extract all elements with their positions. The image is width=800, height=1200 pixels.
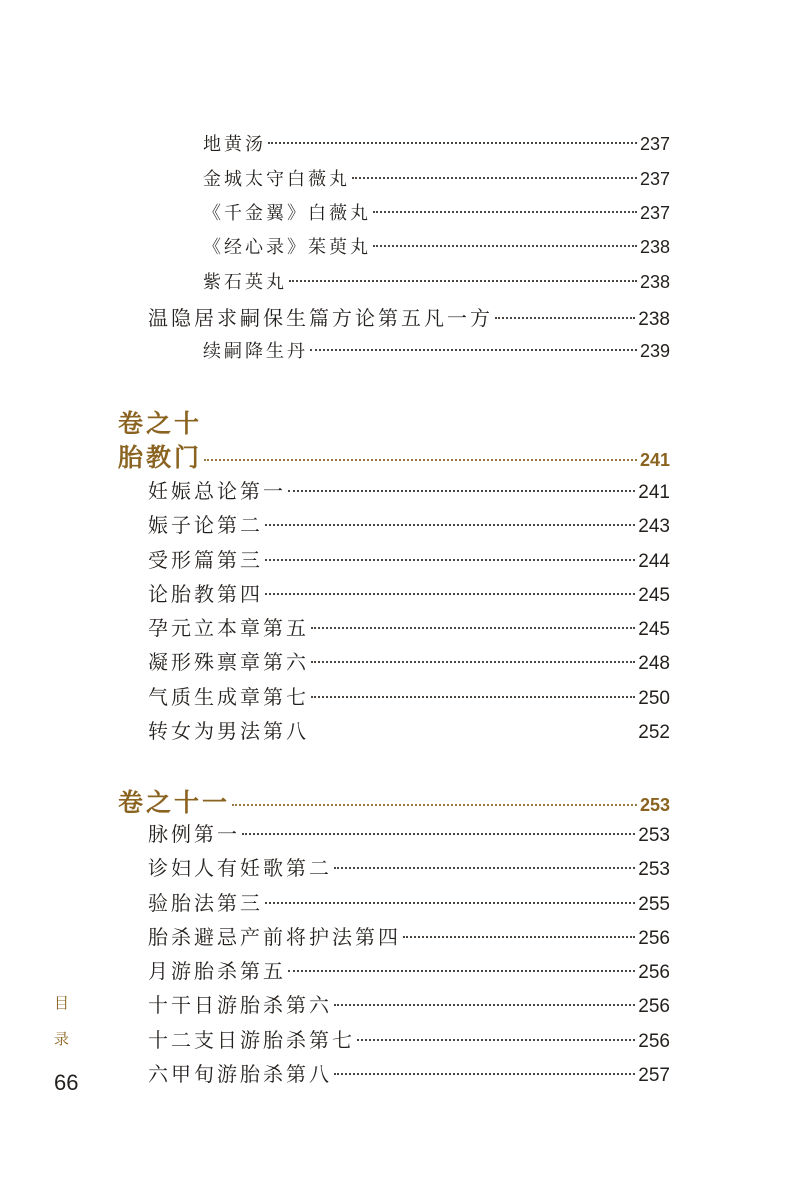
- toc-entry-title: 娠子论第二: [148, 513, 263, 537]
- toc-entry[interactable]: [203, 268, 670, 294]
- toc-entry-title: 验胎法第三: [148, 891, 263, 915]
- toc-entry[interactable]: [148, 852, 670, 881]
- running-head-char: 录: [54, 1030, 70, 1048]
- toc-entry-page: 239: [639, 341, 670, 361]
- dot-leader: [204, 459, 637, 461]
- toc-entry-page: 253: [638, 859, 670, 880]
- toc-entry[interactable]: [203, 165, 670, 191]
- dot-leader: [311, 661, 635, 663]
- dot-leader: [310, 349, 637, 351]
- toc-entry-page: 244: [638, 551, 670, 572]
- toc-entry-page: 241: [638, 482, 670, 503]
- toc-entry-page: 250: [638, 688, 670, 709]
- dot-leader: [311, 730, 635, 732]
- toc-entry[interactable]: [203, 233, 670, 259]
- toc-entry-page: 256: [638, 1031, 670, 1052]
- toc-entry[interactable]: [148, 887, 670, 916]
- toc-entry-title: 地黄汤: [203, 134, 266, 155]
- toc-entry-title: 脉例第一: [148, 822, 240, 846]
- dot-leader: [288, 970, 635, 972]
- toc-entry[interactable]: [148, 612, 670, 641]
- toc-entry-page: 257: [638, 1065, 670, 1086]
- toc-entry-title: 妊娠总论第一: [148, 479, 286, 503]
- toc-entry-page: 256: [638, 962, 670, 983]
- dot-leader: [242, 833, 635, 835]
- toc-entry-page: 238: [639, 272, 670, 292]
- toc-entry-title: 《千金翼》白薇丸: [203, 203, 371, 224]
- toc-entry[interactable]: [148, 646, 670, 675]
- volume-heading: 卷之十: [118, 409, 203, 438]
- toc-entry-title: 续嗣降生丹: [203, 341, 308, 362]
- dot-leader: [373, 211, 637, 213]
- dot-leader: [232, 804, 637, 806]
- toc-entry-title: 温隐居求嗣保生篇方论第五凡一方: [148, 306, 493, 330]
- volume-page: 253: [639, 795, 670, 815]
- dot-leader: [311, 627, 635, 629]
- toc-entry-title: 受形篇第三: [148, 548, 263, 572]
- dot-leader: [373, 245, 637, 247]
- dot-leader: [311, 696, 635, 698]
- toc-entry-title: 《经心录》茱萸丸: [203, 237, 371, 258]
- toc-entry-page: 238: [638, 309, 670, 330]
- toc-entry[interactable]: [148, 544, 670, 573]
- toc-entry[interactable]: [148, 475, 670, 504]
- toc-entry-page: 237: [639, 169, 670, 189]
- toc-entry-title: 论胎教第四: [148, 582, 263, 606]
- running-head-char: 目: [54, 994, 70, 1012]
- toc-entry[interactable]: [148, 989, 670, 1018]
- toc-entry[interactable]: [148, 509, 670, 538]
- toc-entry-title: 诊妇人有妊歌第二: [148, 856, 332, 880]
- toc-entry[interactable]: [203, 130, 670, 156]
- toc-entry-title: 十干日游胎杀第六: [148, 993, 332, 1017]
- toc-entry-title: 十二支日游胎杀第七: [148, 1028, 355, 1052]
- toc-entry[interactable]: [203, 337, 670, 363]
- toc-entry[interactable]: [148, 1058, 670, 1087]
- toc-entry[interactable]: [148, 578, 670, 607]
- dot-leader: [357, 1039, 635, 1041]
- dot-leader: [265, 902, 635, 904]
- toc-entry[interactable]: [148, 715, 670, 744]
- toc-entry-page: 248: [638, 653, 670, 674]
- toc-entry-page: 256: [638, 928, 670, 949]
- section-title: 胎教门: [118, 443, 203, 472]
- section-heading-entry[interactable]: [118, 438, 670, 474]
- toc-entry-page: 243: [638, 516, 670, 537]
- toc-entry-page: 256: [638, 996, 670, 1017]
- toc-entry[interactable]: [148, 818, 670, 847]
- toc-entry-page: 255: [638, 894, 670, 915]
- dot-leader: [265, 593, 635, 595]
- volume-heading-entry[interactable]: [118, 783, 670, 819]
- toc-entry[interactable]: [148, 681, 670, 710]
- dot-leader: [352, 177, 637, 179]
- section-page: 241: [639, 450, 670, 470]
- dot-leader: [268, 142, 637, 144]
- toc-entry[interactable]: [148, 302, 670, 331]
- dot-leader: [289, 280, 637, 282]
- toc-entry-page: 253: [638, 825, 670, 846]
- toc-entry-page: 237: [639, 203, 670, 223]
- toc-entry-title: 凝形殊禀章第六: [148, 650, 309, 674]
- dot-leader: [334, 1073, 635, 1075]
- dot-leader: [265, 524, 635, 526]
- dot-leader: [265, 559, 635, 561]
- toc-entry-title: 紫石英丸: [203, 272, 287, 293]
- page-number: 66: [54, 1070, 79, 1095]
- volume-title: 卷之十一: [118, 788, 231, 817]
- toc-entry[interactable]: [148, 1024, 670, 1053]
- toc-entry-page: 245: [638, 619, 670, 640]
- toc-entry-title: 月游胎杀第五: [148, 959, 286, 983]
- toc-entry-title: 孕元立本章第五: [148, 616, 309, 640]
- toc-entry-title: 胎杀避忌产前将护法第四: [148, 925, 401, 949]
- dot-leader: [334, 1004, 635, 1006]
- dot-leader: [288, 490, 635, 492]
- toc-entry-title: 转女为男法第八: [148, 719, 309, 743]
- toc-entry-page: 245: [638, 585, 670, 606]
- dot-leader: [495, 317, 635, 319]
- toc-entry[interactable]: [148, 955, 670, 984]
- toc-entry-title: 气质生成章第七: [148, 685, 309, 709]
- toc-entry-title: 六甲旬游胎杀第八: [148, 1062, 332, 1086]
- toc-entry[interactable]: [203, 199, 670, 225]
- toc-entry-title: 金城太守白薇丸: [203, 169, 350, 190]
- toc-entry-page: 237: [639, 134, 670, 154]
- dot-leader: [334, 867, 635, 869]
- toc-entry-page: 238: [639, 237, 670, 257]
- toc-entry[interactable]: [148, 921, 670, 950]
- dot-leader: [403, 936, 635, 938]
- toc-entry-page: 252: [638, 722, 670, 743]
